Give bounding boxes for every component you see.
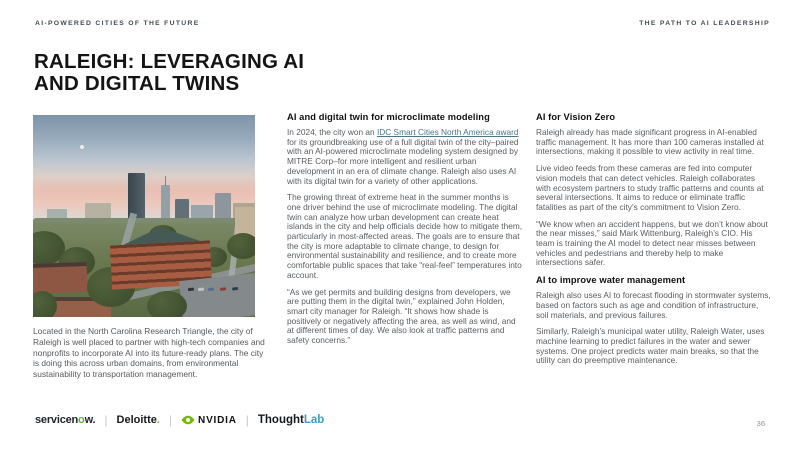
logo-divider: | xyxy=(245,413,249,427)
deloitte-logo xyxy=(117,414,160,426)
photo-car xyxy=(188,288,194,292)
paragraph-wittenburg-quote: “We know when an accident happens, but we don’t know about the near misses,” said Mark Wittenburg, Raleigh’s CIO. His team is training the AI model to detect near misses between vehicles and pedestrians and thereby help to make intersections safer. xyxy=(536,218,768,268)
section-heading-water-management: AI to improve water management xyxy=(536,275,686,286)
column-microclimate-modeling xyxy=(287,112,523,353)
page-number: 36 xyxy=(756,419,765,428)
servicenow-logo-text: w. xyxy=(84,414,96,426)
paragraph-heat-islands: The growing threat of extreme heat in the summer months is one driver behind the use of microclimate modeling. The digital twin can analyze how urban development can create heat islands in the city and help officials decide how to mitigate them, particularly in most-affected areas. The goals are to ensure that the city is more adaptable to climate change, to design for environmental sustainability and resilience, and to create more comfortable public spaces that take “real-feel” temperatures into account. xyxy=(287,192,523,280)
photo-brick-apartments xyxy=(33,262,88,294)
servicenow-logo xyxy=(35,414,95,426)
photo-antenna xyxy=(165,176,166,186)
thoughtlab-logo-text: Thought xyxy=(257,414,304,426)
page-title xyxy=(34,51,304,94)
thoughtlab-logo-lab: Lab xyxy=(303,414,325,426)
nvidia-logo-text: NVIDIA xyxy=(198,414,237,426)
photo-moon xyxy=(80,145,84,149)
deloitte-logo-text: Deloitte xyxy=(116,414,157,426)
partner-logos-bar xyxy=(35,413,324,427)
paragraph-traffic-cameras: Raleigh already has made significant progress in AI-enabled traffic management. It has more than 100 cameras installed at intersections, making it possible to view activity in real time. xyxy=(536,127,764,157)
servicenow-logo-green-o: o xyxy=(78,414,85,426)
page-title-line-2: AND DIGITAL TWINS xyxy=(34,71,240,95)
paragraph-john-holden-quote: “As we get permits and building designs from developers, we are putting them in the digital twin,” explained John Holden, smart city manager for Raleigh. “It shows how shade is positively or negatively affecting the area, as well as wind, and at different times of day. We also look at traffic patterns and safety concerns.” xyxy=(287,286,516,346)
photo-parking-lot xyxy=(179,273,255,317)
paragraph-text: In 2024, the city won an xyxy=(287,127,377,137)
paragraph-stormwater: Raleigh also uses AI to forecast flooding in stormwater systems, based on factors such as age and condition of infrastructure, soil materials, and previous failures. xyxy=(536,290,771,320)
paragraph-raleigh-water: Similarly, Raleigh’s municipal water utility, Raleigh Water, uses machine learning to predict failures in the water and sewer systems. One project predicts water main breaks, so that the utility can do preemptive maintenance. xyxy=(536,326,765,366)
nvidia-logo xyxy=(181,415,237,426)
photo-tree xyxy=(227,233,255,259)
paragraph-text: for its groundbreaking use of a full digital twin of the city–paired with an AI-powered microclimate modeling system designed by MITRE Corp–for more intelligent and resilient urban development in an era of climate change. Raleigh also uses AI with its digital twin for a variety of other applications. xyxy=(287,136,519,186)
photo-tree xyxy=(147,291,187,317)
deloitte-green-dot: . xyxy=(156,414,160,426)
paragraph-computer-vision: Live video feeds from these cameras are fed into computer vision models that can detect vehicles. Raleigh collaborates with ecosystem partners to study traffic patterns and counts at several intersections. It aims to reduce or eliminate traffic fatalities as part of the city’s commitment to Vision Zero. xyxy=(536,163,764,212)
logo-divider: | xyxy=(168,413,173,427)
photo-car xyxy=(220,287,226,291)
photo-caption: Located in the North Carolina Research Triangle, the city of Raleigh is well placed to partner with high-tech companies and nonprofits to incorporate AI into its future-ready plans. The city is doing this across urban domains, from environmental sustainability to transportation management. xyxy=(33,326,265,380)
thoughtlab-logo xyxy=(258,414,324,426)
section-heading-vision-zero: AI for Vision Zero xyxy=(536,112,616,122)
paragraph-award xyxy=(287,128,523,186)
photo-car xyxy=(208,287,214,291)
section-heading-microclimate: AI and digital twin for microclimate modeling xyxy=(287,112,490,122)
idc-award-link[interactable]: IDC Smart Cities North America award xyxy=(376,127,519,137)
column-vision-zero-water xyxy=(536,112,772,373)
photo-car xyxy=(232,287,238,291)
header-left-eyebrow: AI-POWERED CITIES OF THE FUTURE xyxy=(35,20,200,27)
photo-car xyxy=(198,288,204,292)
raleigh-skyline-photo xyxy=(33,115,255,317)
header-right-eyebrow: THE PATH TO AI LEADERSHIP xyxy=(639,20,770,27)
logo-divider: | xyxy=(104,413,108,427)
nvidia-eye-icon xyxy=(181,415,195,425)
servicenow-logo-text: servicen xyxy=(35,414,79,426)
page-title-line-1: RALEIGH: LEVERAGING AI xyxy=(34,50,305,73)
